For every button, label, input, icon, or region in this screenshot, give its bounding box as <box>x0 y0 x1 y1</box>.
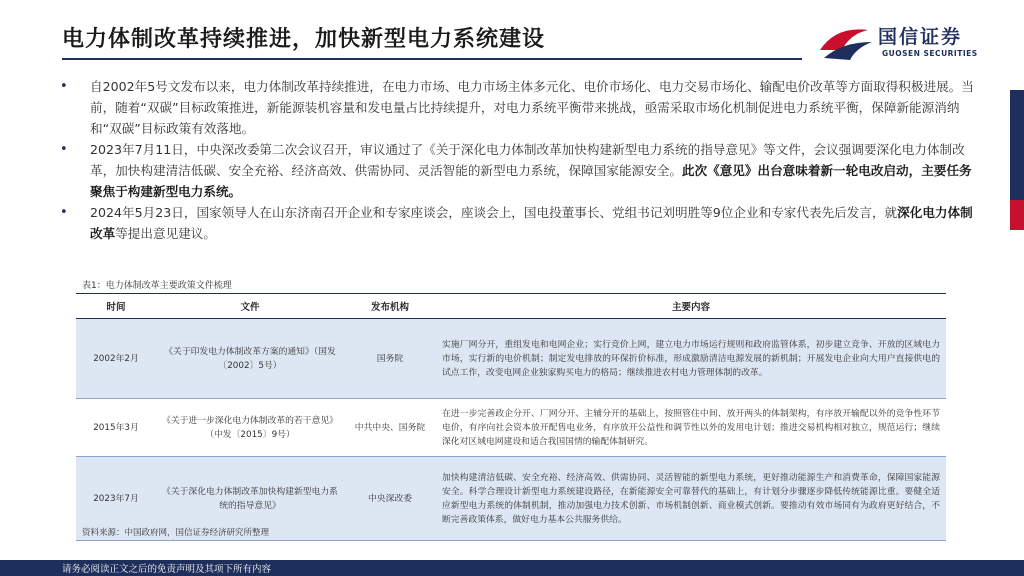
cell-issuer: 中共中央、国务院 <box>344 399 436 457</box>
cell-content: 在进一步完善政企分开、厂网分开、主辅分开的基础上，按照管住中间、放开两头的体制架构，有序放开输配以外的竞争性环节电价，有序向社会资本放开配售电业务，有序放开公益性和调节性以外的发用电计划；推进交易机构相对独立，规范运行；继续深化对区域电网建设和适合我国国情的输配体制研究。 <box>436 399 946 457</box>
cell-content: 实施厂网分开，重组发电和电网企业；实行竞价上网，建立电力市场运行规则和政府监管体系，初步建立竞争、开放的区域电力市场，实行新的电价机制；制定发电排放的环保折价标准，形成激励清洁电源发展的新机制；开展发电企业向大用户直接供电的试点工作，改变电网企业独家购买电力的格局；继续推进农村电力管理体制的改革。 <box>436 319 946 399</box>
bullet-item <box>60 76 980 139</box>
cell-time: 2002年2月 <box>76 319 156 399</box>
header-content: 主要内容 <box>436 294 946 319</box>
disclaimer-text: 请务必阅读正文之后的免责声明及其项下所有内容 <box>62 564 272 575</box>
side-accent-bar <box>1010 90 1024 200</box>
bullet-text: 2023年7月11日，中央深改委第二次会议召开，审议通过了《关于深化电力体制改革加快构建新型电力系统的指导意见》等文件，会议强调要深化电力体制改革，加快构建清洁低碳、安全充裕、经济高效、供需协同、灵活智能的新型电力系统，保障国家能源安全。 <box>90 142 965 178</box>
cell-document: 《关于进一步深化电力体制改革的若干意见》（中发〔2015〕9号） <box>156 399 344 457</box>
cell-time: 2015年3月 <box>76 399 156 457</box>
bullet-item <box>60 202 980 244</box>
policy-table <box>76 293 946 541</box>
table-row <box>76 399 946 457</box>
bullet-icon: • <box>60 142 68 157</box>
footer-bar <box>0 560 1024 576</box>
header-issuer: 发布机构 <box>344 294 436 319</box>
cell-issuer: 国务院 <box>344 319 436 399</box>
table-row <box>76 319 946 399</box>
page-title: 电力体制改革持续推进，加快新型电力系统建设 <box>62 27 546 52</box>
cell-document: 《关于印发电力体制改革方案的通知》（国发〔2002〕5号） <box>156 319 344 399</box>
side-accent-bar-red <box>1010 200 1024 230</box>
cell-time: 2023年7月 <box>76 457 156 541</box>
table-header-row <box>76 294 946 319</box>
company-logo <box>816 20 1006 66</box>
bullet-icon: • <box>60 205 68 220</box>
header-time: 时间 <box>76 294 156 319</box>
bullet-text-after: 等提出意见建议。 <box>115 226 216 241</box>
logo-english: GUOSEN SECURITIES <box>882 49 978 58</box>
table-caption: 表1：电力体制改革主要政策文件梳理 <box>82 281 232 291</box>
logo-name: 国信证券 <box>878 26 963 48</box>
cell-document: 《关于深化电力体制改革加快构建新型电力系统的指导意见》 <box>156 457 344 541</box>
bullet-icon: • <box>60 79 68 94</box>
bullet-list <box>60 76 980 244</box>
bullet-bold-text: 深化电力体制改革 <box>90 205 973 241</box>
source-note: 资料来源：中国政府网，国信证券经济研究所整理 <box>82 528 270 538</box>
cell-issuer: 中央深改委 <box>344 457 436 541</box>
cell-content: 加快构建清洁低碳、安全充裕、经济高效、供需协同、灵活智能的新型电力系统，更好推动能源生产和消费革命，保障国家能源安全。科学合理设计新型电力系统建设路径，在新能源安全可靠替代的基础上，有计划分步骤逐步降低传统能源比重。要健全适应新型电力系统的体制机制，推动加强电力技术创新、市场机制创新、商业模式创新。要推动有效市场同有为政府更好结合，不断完善政策体系，做好电力基本公共服务供给。 <box>436 457 946 541</box>
bullet-bold-text: 此次《意见》出台意味着新一轮电改启动，主要任务聚焦于构建新型电力系统。 <box>90 163 972 199</box>
title-divider <box>62 58 802 60</box>
bullet-text: 自2002年5号文发布以来，电力体制改革持续推进，在电力市场、电力市场主体多元化、电价市场化、电力交易市场化、输配电价改革等方面取得积极进展。当前，随着“双碳”目标政策推进，新能源装机容量和发电量占比持续提升，对电力系统平衡带来挑战，亟需采取市场化机制促进电力系统平衡，保障新能源消纳和“双碳”目标政策有效落地。 <box>90 79 974 136</box>
header-document: 文件 <box>156 294 344 319</box>
logo-emblem-icon <box>816 20 876 66</box>
bullet-item <box>60 139 980 202</box>
bullet-text: 2024年5月23日，国家领导人在山东济南召开企业和专家座谈会，座谈会上，国电投董事长、党组书记刘明胜等9位企业和专家代表先后发言，就 <box>90 205 898 220</box>
